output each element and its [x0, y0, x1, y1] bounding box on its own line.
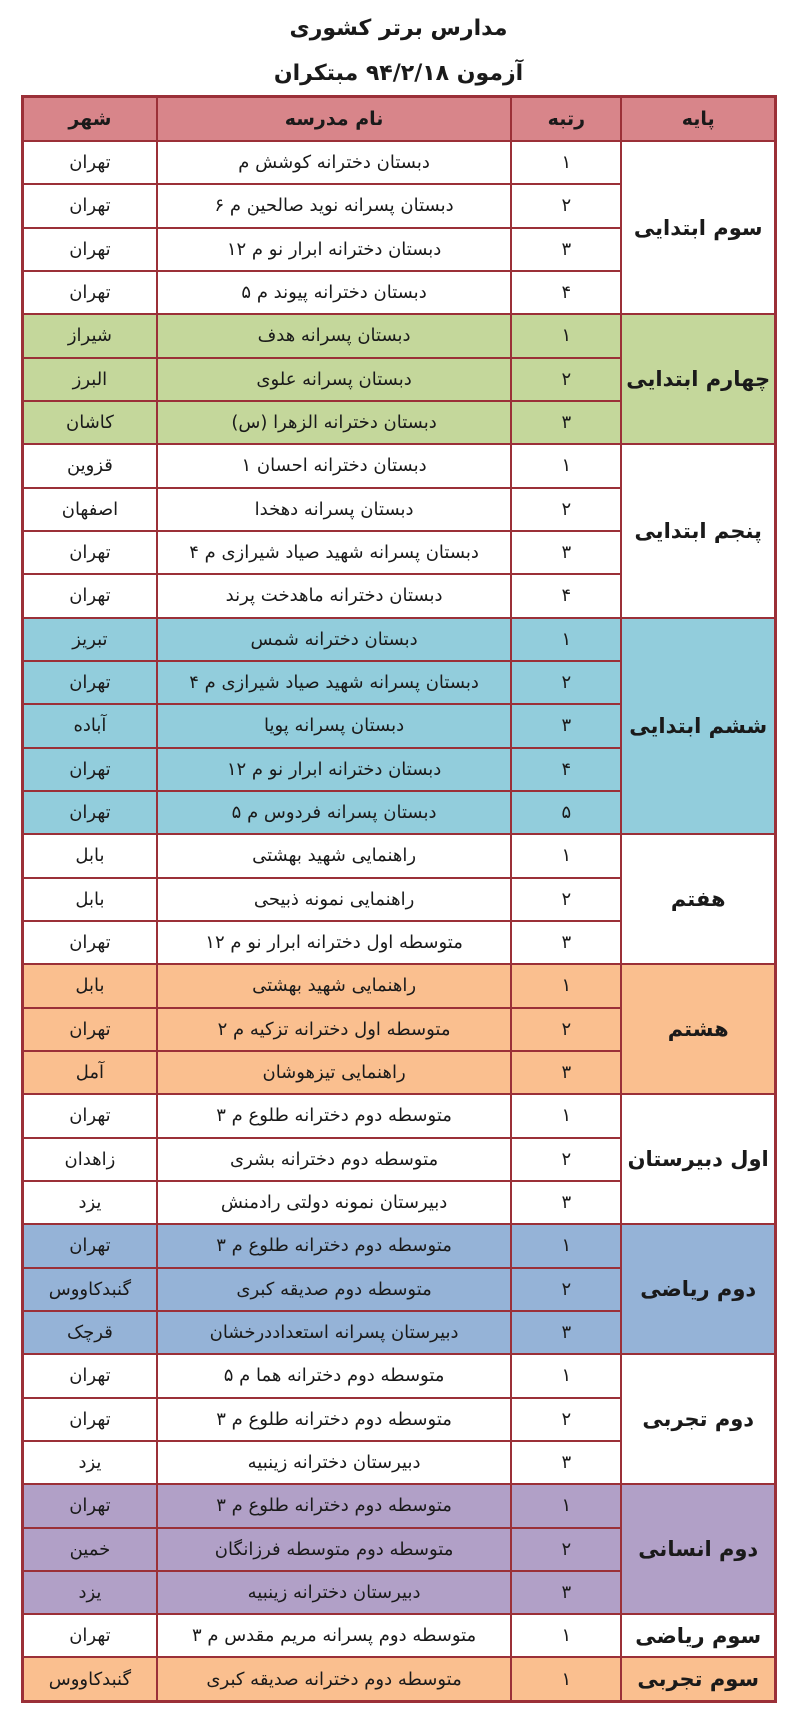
rank-cell: ۱: [511, 964, 621, 1007]
school-name-cell: متوسطه دوم صدیقه کبری: [157, 1268, 511, 1311]
header-city: شهر: [23, 97, 157, 142]
grade-cell: دوم انسانی: [621, 1484, 775, 1614]
school-name-cell: متوسطه دوم دخترانه بشری: [157, 1138, 511, 1181]
rank-cell: ۲: [511, 358, 621, 401]
rank-cell: ۲: [511, 1008, 621, 1051]
school-name-cell: دبستان پسرانه فردوس م ۵: [157, 791, 511, 834]
school-name-cell: متوسطه دوم دخترانه صدیقه کبری: [157, 1657, 511, 1701]
rank-cell: ۱: [511, 141, 621, 184]
table-row: [23, 1354, 776, 1397]
school-name-cell: متوسطه اول دخترانه ابرار نو م ۱۲: [157, 921, 511, 964]
header-grade: پایه: [621, 97, 775, 142]
rank-cell: ۲: [511, 878, 621, 921]
school-name-cell: دبیرستان پسرانه استعداددرخشان: [157, 1311, 511, 1354]
school-name-cell: دبستان دخترانه الزهرا (س): [157, 401, 511, 444]
school-name-cell: متوسطه دوم دخترانه طلوع م ۳: [157, 1224, 511, 1267]
school-name-cell: دبستان دخترانه پیوند م ۵: [157, 271, 511, 314]
rank-cell: ۱: [511, 834, 621, 877]
rank-cell: ۲: [511, 184, 621, 227]
city-cell: کاشان: [23, 401, 157, 444]
rank-cell: ۳: [511, 401, 621, 444]
school-name-cell: دبیرستان دخترانه زینبیه: [157, 1441, 511, 1484]
rank-cell: ۱: [511, 1224, 621, 1267]
rank-cell: ۱: [511, 618, 621, 661]
rank-cell: ۵: [511, 791, 621, 834]
school-name-cell: دبستان دخترانه کوشش م: [157, 141, 511, 184]
school-name-cell: دبستان پسرانه شهید صیاد شیرازی م ۴: [157, 531, 511, 574]
school-name-cell: راهنمایی شهید بهشتی: [157, 964, 511, 1007]
top-schools-table: [21, 95, 777, 1703]
city-cell: گنبدکاووس: [23, 1268, 157, 1311]
school-name-cell: متوسطه دوم دخترانه هما م ۵: [157, 1354, 511, 1397]
city-cell: تهران: [23, 1094, 157, 1137]
school-name-cell: متوسطه اول دخترانه تزکیه م ۲: [157, 1008, 511, 1051]
rank-cell: ۳: [511, 1181, 621, 1224]
page-title: مدارس برتر کشوری: [289, 16, 508, 41]
city-cell: تهران: [23, 531, 157, 574]
table-row: [23, 1657, 776, 1701]
school-name-cell: دبستان پسرانه هدف: [157, 314, 511, 357]
school-name-cell: متوسطه دوم متوسطه فرزانگان: [157, 1528, 511, 1571]
rank-cell: ۴: [511, 574, 621, 617]
table-row: [23, 314, 776, 357]
table-row: [23, 834, 776, 877]
rank-cell: ۳: [511, 1311, 621, 1354]
grade-cell: هفتم: [621, 834, 775, 964]
city-cell: زاهدان: [23, 1138, 157, 1181]
grade-cell: اول دبیرستان: [621, 1094, 775, 1224]
grade-cell: هشتم: [621, 964, 775, 1094]
table-row: [23, 1484, 776, 1527]
school-name-cell: راهنمایی نمونه ذبیحی: [157, 878, 511, 921]
school-name-cell: دبستان پسرانه پویا: [157, 704, 511, 747]
rank-cell: ۴: [511, 748, 621, 791]
school-name-cell: دبستان دخترانه ماهدخت پرند: [157, 574, 511, 617]
header-row: [23, 97, 776, 142]
rank-cell: ۲: [511, 1398, 621, 1441]
grade-cell: ششم ابتدایی: [621, 618, 775, 835]
city-cell: تهران: [23, 661, 157, 704]
city-cell: تهران: [23, 1398, 157, 1441]
rank-cell: ۳: [511, 1441, 621, 1484]
city-cell: تهران: [23, 1484, 157, 1527]
rank-cell: ۳: [511, 228, 621, 271]
rank-cell: ۱: [511, 1614, 621, 1657]
grade-cell: سوم ریاضی: [621, 1614, 775, 1657]
city-cell: آمل: [23, 1051, 157, 1094]
rank-cell: ۲: [511, 488, 621, 531]
city-cell: اصفهان: [23, 488, 157, 531]
table-row: [23, 618, 776, 661]
school-name-cell: دبستان پسرانه شهید صیاد شیرازی م ۴: [157, 661, 511, 704]
grade-cell: سوم ابتدایی: [621, 141, 775, 314]
city-cell: آباده: [23, 704, 157, 747]
city-cell: بابل: [23, 964, 157, 1007]
rank-cell: ۲: [511, 1268, 621, 1311]
city-cell: یزد: [23, 1571, 157, 1614]
school-name-cell: دبستان پسرانه علوی: [157, 358, 511, 401]
city-cell: تهران: [23, 1008, 157, 1051]
city-cell: تهران: [23, 141, 157, 184]
table-row: [23, 141, 776, 184]
header-rank: رتبه: [511, 97, 621, 142]
table-row: [23, 964, 776, 1007]
city-cell: بابل: [23, 878, 157, 921]
rank-cell: ۲: [511, 1138, 621, 1181]
city-cell: گنبدکاووس: [23, 1657, 157, 1701]
school-name-cell: متوسطه دوم دخترانه طلوع م ۳: [157, 1484, 511, 1527]
city-cell: تهران: [23, 1354, 157, 1397]
city-cell: البرز: [23, 358, 157, 401]
rank-cell: ۳: [511, 1571, 621, 1614]
grade-cell: چهارم ابتدایی: [621, 314, 775, 444]
city-cell: خمین: [23, 1528, 157, 1571]
city-cell: تهران: [23, 1224, 157, 1267]
city-cell: تهران: [23, 748, 157, 791]
rank-cell: ۱: [511, 314, 621, 357]
rank-cell: ۴: [511, 271, 621, 314]
school-name-cell: راهنمایی شهید بهشتی: [157, 834, 511, 877]
school-name-cell: دبستان پسرانه نوید صالحین م ۶: [157, 184, 511, 227]
rank-cell: ۱: [511, 1484, 621, 1527]
school-name-cell: دبستان پسرانه دهخدا: [157, 488, 511, 531]
school-name-cell: راهنمایی تیزهوشان: [157, 1051, 511, 1094]
page-subtitle: آزمون ۹۴/۲/۱۸ مبتکران: [273, 61, 524, 86]
school-name-cell: دبیرستان دخترانه زینبیه: [157, 1571, 511, 1614]
table-row: [23, 444, 776, 487]
rank-cell: ۳: [511, 704, 621, 747]
school-name-cell: دبستان دخترانه شمس: [157, 618, 511, 661]
city-cell: تبریز: [23, 618, 157, 661]
city-cell: تهران: [23, 184, 157, 227]
rank-cell: ۳: [511, 1051, 621, 1094]
grade-cell: سوم تجربی: [621, 1657, 775, 1701]
rank-cell: ۱: [511, 444, 621, 487]
city-cell: تهران: [23, 921, 157, 964]
school-name-cell: متوسطه دوم دخترانه طلوع م ۳: [157, 1398, 511, 1441]
city-cell: یزد: [23, 1441, 157, 1484]
rank-cell: ۱: [511, 1354, 621, 1397]
city-cell: تهران: [23, 791, 157, 834]
city-cell: قزوین: [23, 444, 157, 487]
city-cell: قرچک: [23, 1311, 157, 1354]
grade-cell: دوم تجربی: [621, 1354, 775, 1484]
school-name-cell: متوسطه دوم دخترانه طلوع م ۳: [157, 1094, 511, 1137]
rank-cell: ۱: [511, 1657, 621, 1701]
grade-cell: دوم ریاضی: [621, 1224, 775, 1354]
table-row: [23, 1094, 776, 1137]
school-name-cell: دبستان دخترانه ابرار نو م ۱۲: [157, 228, 511, 271]
school-name-cell: دبستان دخترانه ابرار نو م ۱۲: [157, 748, 511, 791]
table-row: [23, 1614, 776, 1657]
header-school: نام مدرسه: [157, 97, 511, 142]
city-cell: بابل: [23, 834, 157, 877]
city-cell: تهران: [23, 228, 157, 271]
rank-cell: ۲: [511, 1528, 621, 1571]
city-cell: یزد: [23, 1181, 157, 1224]
rank-cell: ۳: [511, 531, 621, 574]
city-cell: تهران: [23, 271, 157, 314]
city-cell: تهران: [23, 574, 157, 617]
rank-cell: ۱: [511, 1094, 621, 1137]
school-name-cell: دبیرستان نمونه دولتی رادمنش: [157, 1181, 511, 1224]
city-cell: شیراز: [23, 314, 157, 357]
school-name-cell: دبستان دخترانه احسان ۱: [157, 444, 511, 487]
school-name-cell: متوسطه دوم پسرانه مریم مقدس م ۳: [157, 1614, 511, 1657]
grade-cell: پنجم ابتدایی: [621, 444, 775, 617]
table-row: [23, 1224, 776, 1267]
city-cell: تهران: [23, 1614, 157, 1657]
rank-cell: ۲: [511, 661, 621, 704]
rank-cell: ۳: [511, 921, 621, 964]
